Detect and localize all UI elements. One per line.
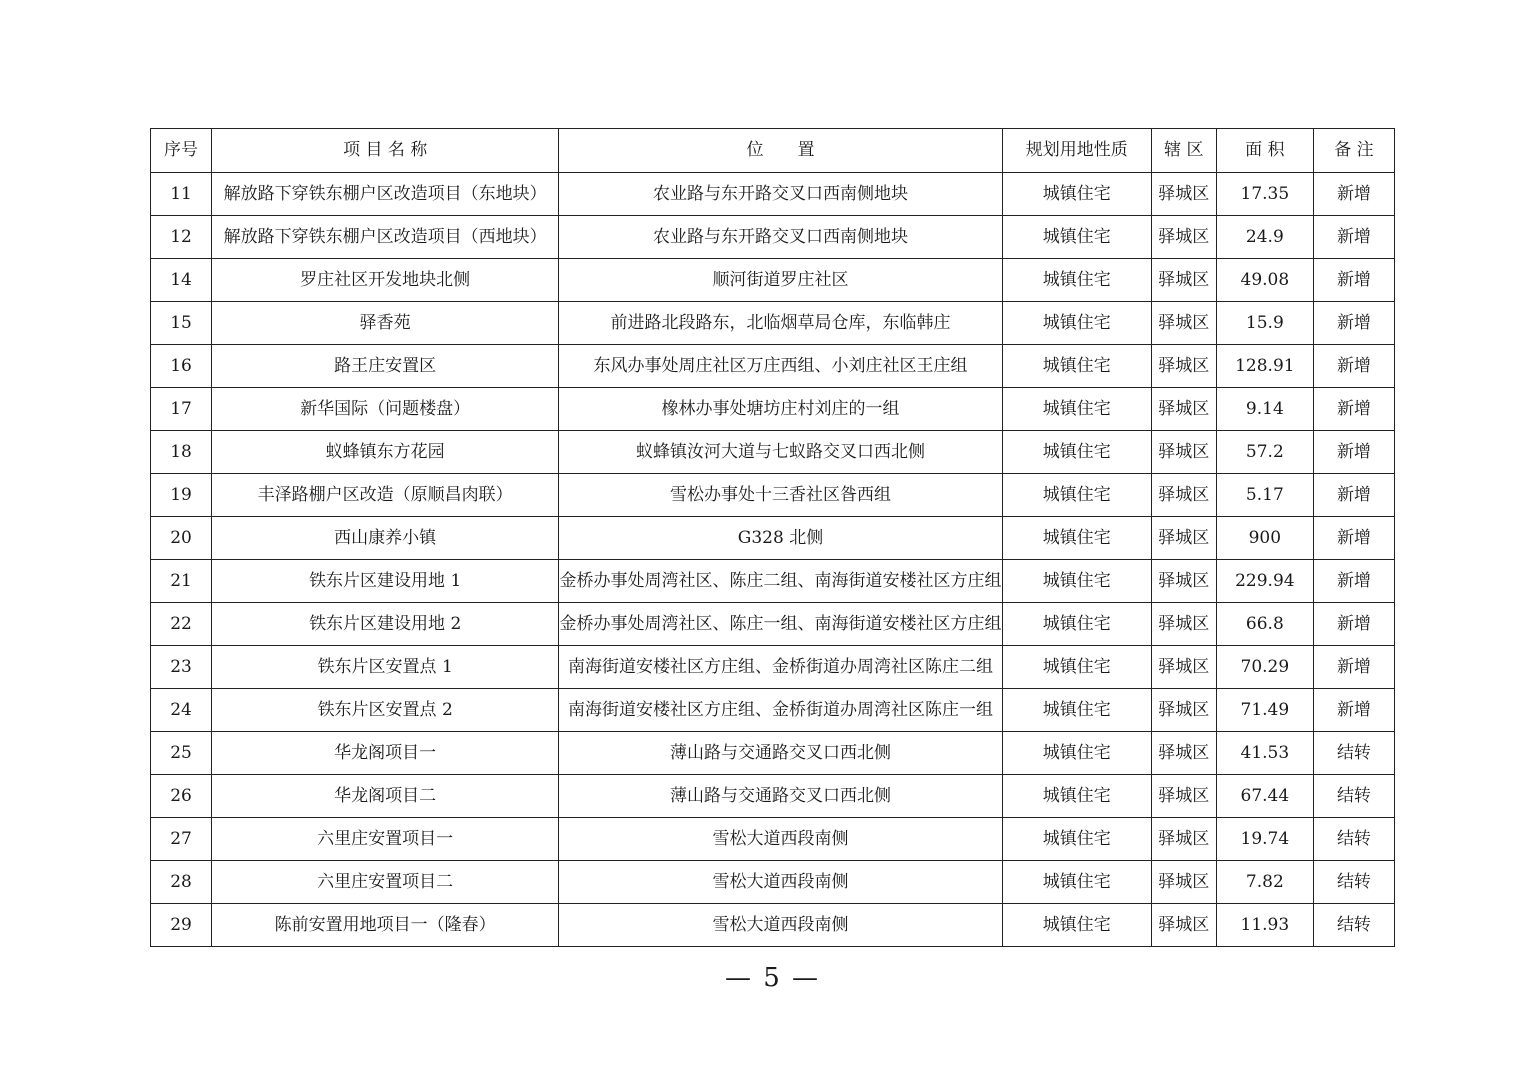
cell-area: 66.8 (1216, 603, 1313, 646)
cell-land-use: 城镇住宅 (1002, 474, 1151, 517)
cell-land-use: 城镇住宅 (1002, 646, 1151, 689)
cell-district: 驿城区 (1151, 775, 1216, 818)
cell-area: 900 (1216, 517, 1313, 560)
cell-land-use: 城镇住宅 (1002, 345, 1151, 388)
cell-land-use: 城镇住宅 (1002, 732, 1151, 775)
table-row (151, 818, 1395, 861)
cell-project-name: 解放路下穿铁东棚户区改造项目（东地块） (212, 173, 559, 216)
cell-serial: 27 (151, 818, 212, 861)
table-row (151, 904, 1395, 947)
cell-location: 东风办事处周庄社区万庄西组、小刘庄社区王庄组 (559, 345, 1002, 388)
cell-note: 结转 (1313, 861, 1394, 904)
cell-location: 前进路北段路东，北临烟草局仓库，东临韩庄 (559, 302, 1002, 345)
cell-location: 蚁蜂镇汝河大道与七蚁路交叉口西北侧 (559, 431, 1002, 474)
cell-location: 农业路与东开路交叉口西南侧地块 (559, 216, 1002, 259)
cell-land-use: 城镇住宅 (1002, 904, 1151, 947)
table-row (151, 603, 1395, 646)
cell-location: 雪松大道西段南侧 (559, 861, 1002, 904)
cell-location: 薄山路与交通路交叉口西北侧 (559, 732, 1002, 775)
cell-project-name: 六里庄安置项目二 (212, 861, 559, 904)
cell-project-name: 陈前安置用地项目一（隆春） (212, 904, 559, 947)
cell-district: 驿城区 (1151, 732, 1216, 775)
cell-district: 驿城区 (1151, 431, 1216, 474)
cell-area: 11.93 (1216, 904, 1313, 947)
table-row (151, 775, 1395, 818)
cell-serial: 21 (151, 560, 212, 603)
table-row (151, 474, 1395, 517)
cell-location: 南海街道安楼社区方庄组、金桥街道办周湾社区陈庄二组 (559, 646, 1002, 689)
cell-location: 雪松大道西段南侧 (559, 904, 1002, 947)
cell-area: 7.82 (1216, 861, 1313, 904)
cell-district: 驿城区 (1151, 689, 1216, 732)
cell-serial: 16 (151, 345, 212, 388)
cell-location: 农业路与东开路交叉口西南侧地块 (559, 173, 1002, 216)
header-note: 备 注 (1313, 129, 1394, 173)
cell-district: 驿城区 (1151, 818, 1216, 861)
cell-area: 19.74 (1216, 818, 1313, 861)
cell-serial: 23 (151, 646, 212, 689)
cell-area: 71.49 (1216, 689, 1313, 732)
page-number: — 5 — (724, 963, 821, 993)
cell-area: 17.35 (1216, 173, 1313, 216)
cell-district: 驿城区 (1151, 388, 1216, 431)
table-row (151, 861, 1395, 904)
cell-district: 驿城区 (1151, 302, 1216, 345)
cell-project-name: 华龙阁项目二 (212, 775, 559, 818)
cell-project-name: 路王庄安置区 (212, 345, 559, 388)
cell-serial: 20 (151, 517, 212, 560)
cell-serial: 24 (151, 689, 212, 732)
cell-note: 结转 (1313, 775, 1394, 818)
cell-note: 新增 (1313, 603, 1394, 646)
cell-area: 9.14 (1216, 388, 1313, 431)
table-row (151, 388, 1395, 431)
cell-project-name: 铁东片区建设用地 2 (212, 603, 559, 646)
cell-location: 雪松办事处十三香社区昝西组 (559, 474, 1002, 517)
cell-project-name: 铁东片区安置点 2 (212, 689, 559, 732)
cell-serial: 14 (151, 259, 212, 302)
table-row (151, 345, 1395, 388)
cell-serial: 15 (151, 302, 212, 345)
cell-land-use: 城镇住宅 (1002, 603, 1151, 646)
cell-serial: 12 (151, 216, 212, 259)
cell-project-name: 蚁蜂镇东方花园 (212, 431, 559, 474)
cell-land-use: 城镇住宅 (1002, 560, 1151, 603)
table-row (151, 689, 1395, 732)
cell-serial: 28 (151, 861, 212, 904)
header-district: 辖 区 (1151, 129, 1216, 173)
cell-land-use: 城镇住宅 (1002, 216, 1151, 259)
cell-project-name: 华龙阁项目一 (212, 732, 559, 775)
header-location: 位 置 (559, 129, 1002, 173)
cell-area: 41.53 (1216, 732, 1313, 775)
cell-serial: 25 (151, 732, 212, 775)
cell-project-name: 驿香苑 (212, 302, 559, 345)
cell-project-name: 西山康养小镇 (212, 517, 559, 560)
cell-project-name: 六里庄安置项目一 (212, 818, 559, 861)
table-row (151, 431, 1395, 474)
table-body (151, 173, 1395, 947)
cell-land-use: 城镇住宅 (1002, 302, 1151, 345)
cell-project-name: 铁东片区建设用地 1 (212, 560, 559, 603)
cell-land-use: 城镇住宅 (1002, 517, 1151, 560)
header-project-name: 项 目 名 称 (212, 129, 559, 173)
table-row (151, 732, 1395, 775)
cell-area: 128.91 (1216, 345, 1313, 388)
cell-location: 顺河街道罗庄社区 (559, 259, 1002, 302)
cell-serial: 29 (151, 904, 212, 947)
table-row (151, 173, 1395, 216)
cell-location: 南海街道安楼社区方庄组、金桥街道办周湾社区陈庄一组 (559, 689, 1002, 732)
cell-note: 新增 (1313, 173, 1394, 216)
cell-area: 70.29 (1216, 646, 1313, 689)
cell-area: 49.08 (1216, 259, 1313, 302)
cell-serial: 11 (151, 173, 212, 216)
cell-note: 新增 (1313, 216, 1394, 259)
cell-district: 驿城区 (1151, 216, 1216, 259)
cell-location: 金桥办事处周湾社区、陈庄一组、南海街道安楼社区方庄组 (559, 603, 1002, 646)
cell-land-use: 城镇住宅 (1002, 861, 1151, 904)
table-row (151, 560, 1395, 603)
header-row (151, 129, 1395, 173)
header-serial: 序号 (151, 129, 212, 173)
cell-land-use: 城镇住宅 (1002, 818, 1151, 861)
cell-land-use: 城镇住宅 (1002, 431, 1151, 474)
cell-note: 新增 (1313, 689, 1394, 732)
cell-location: 橡林办事处塘坊庄村刘庄的一组 (559, 388, 1002, 431)
cell-note: 新增 (1313, 302, 1394, 345)
header-land-use: 规划用地性质 (1002, 129, 1151, 173)
cell-location: 雪松大道西段南侧 (559, 818, 1002, 861)
table-row (151, 216, 1395, 259)
cell-serial: 17 (151, 388, 212, 431)
cell-note: 新增 (1313, 259, 1394, 302)
table-row (151, 302, 1395, 345)
land-use-table (150, 128, 1395, 947)
cell-area: 229.94 (1216, 560, 1313, 603)
cell-district: 驿城区 (1151, 517, 1216, 560)
cell-area: 67.44 (1216, 775, 1313, 818)
table-row (151, 517, 1395, 560)
cell-district: 驿城区 (1151, 345, 1216, 388)
cell-district: 驿城区 (1151, 904, 1216, 947)
cell-note: 新增 (1313, 517, 1394, 560)
cell-note: 新增 (1313, 431, 1394, 474)
cell-project-name: 新华国际（问题楼盘） (212, 388, 559, 431)
cell-note: 新增 (1313, 646, 1394, 689)
cell-area: 5.17 (1216, 474, 1313, 517)
cell-land-use: 城镇住宅 (1002, 173, 1151, 216)
cell-serial: 19 (151, 474, 212, 517)
cell-note: 结转 (1313, 904, 1394, 947)
cell-note: 新增 (1313, 474, 1394, 517)
cell-note: 新增 (1313, 560, 1394, 603)
table-row (151, 259, 1395, 302)
cell-area: 24.9 (1216, 216, 1313, 259)
cell-note: 结转 (1313, 818, 1394, 861)
cell-location: G328 北侧 (559, 517, 1002, 560)
cell-district: 驿城区 (1151, 259, 1216, 302)
cell-serial: 22 (151, 603, 212, 646)
cell-location: 薄山路与交通路交叉口西北侧 (559, 775, 1002, 818)
cell-land-use: 城镇住宅 (1002, 689, 1151, 732)
header-area: 面 积 (1216, 129, 1313, 173)
table-row (151, 646, 1395, 689)
cell-project-name: 罗庄社区开发地块北侧 (212, 259, 559, 302)
cell-area: 15.9 (1216, 302, 1313, 345)
cell-project-name: 丰泽路棚户区改造（原顺昌肉联） (212, 474, 559, 517)
cell-project-name: 铁东片区安置点 1 (212, 646, 559, 689)
cell-project-name: 解放路下穿铁东棚户区改造项目（西地块） (212, 216, 559, 259)
cell-district: 驿城区 (1151, 603, 1216, 646)
cell-district: 驿城区 (1151, 173, 1216, 216)
cell-district: 驿城区 (1151, 646, 1216, 689)
cell-serial: 18 (151, 431, 212, 474)
cell-land-use: 城镇住宅 (1002, 388, 1151, 431)
cell-land-use: 城镇住宅 (1002, 259, 1151, 302)
cell-land-use: 城镇住宅 (1002, 775, 1151, 818)
table-header (151, 129, 1395, 173)
cell-note: 新增 (1313, 388, 1394, 431)
cell-district: 驿城区 (1151, 861, 1216, 904)
cell-district: 驿城区 (1151, 560, 1216, 603)
cell-area: 57.2 (1216, 431, 1313, 474)
cell-serial: 26 (151, 775, 212, 818)
cell-note: 新增 (1313, 345, 1394, 388)
cell-note: 结转 (1313, 732, 1394, 775)
cell-district: 驿城区 (1151, 474, 1216, 517)
cell-location: 金桥办事处周湾社区、陈庄二组、南海街道安楼社区方庄组 (559, 560, 1002, 603)
